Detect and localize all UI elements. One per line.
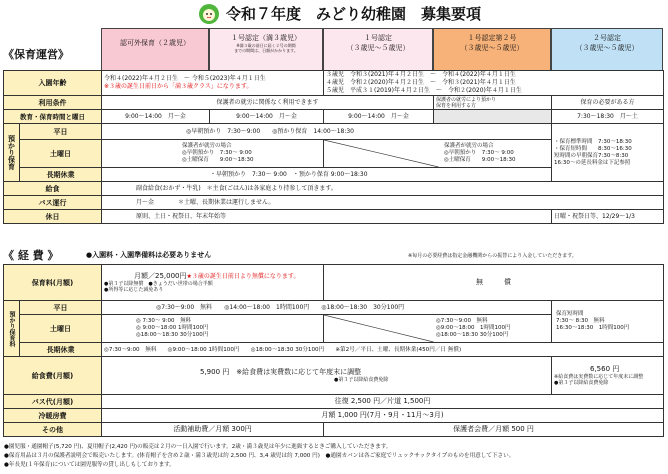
long-holiday-content: ・早朝預かり 7:30〜 9:00 ・預かり保育 9:00〜18:30 xyxy=(102,168,552,182)
footnote-uniform: ●園児服・通園帽子(5,720 円)、夏用帽子(2,420 円)の販売は２月の一日入園で行います。2歳・満３歳児は年少に進級するときご購入していただきます。 xyxy=(4,444,392,450)
hours-3to5: 9:00〜14:00 月〜金 xyxy=(324,110,434,124)
footnote-rental: ●年長児(１年保育)については園児服等の貸し出しもしております。 xyxy=(4,462,175,468)
label-fee-saturday: 土曜日 xyxy=(20,315,102,343)
tab-type1-2nd xyxy=(433,28,551,70)
fee-long-holiday-content: ◎7:30〜9:00 無料 ◎9:00〜18:00 1時間100円 ◎18:00〜18:30 30分100円 ※第2号／平日、土曜、長期休業(450円／日 無償) xyxy=(102,343,664,357)
tab-sub: （３歳児〜５歳児） xyxy=(575,44,639,52)
saturday-left: 保護者が就労の場合 ◎早朝預かり 7:30〜 9:00 ◎土曜保育 9:00〜18:30 xyxy=(102,140,324,168)
age-4: ４歳児 令和２(2020)年４月２日生 〜 令和３(2021)年４月１日生 xyxy=(326,79,516,86)
saturday-right xyxy=(324,140,552,168)
tab-label: １号認定第２号 xyxy=(467,34,517,42)
label-fee-weekday: 平日 xyxy=(20,301,102,315)
tab-type1-3to5 xyxy=(323,28,433,70)
tab-sub: ※満３歳の前日に届く２号の期間 までの期間は、日額がかかります。 xyxy=(234,43,298,53)
label-other-fee: その他 xyxy=(4,423,102,437)
holidays-content: 原則、土日・祝祭日、年末年始等 xyxy=(102,210,552,224)
meal-fee-type2-note: ※給食費は実費数に応じて年度末に調整 xyxy=(554,374,644,380)
row-fee-long-holiday xyxy=(4,343,664,357)
fee-reduction-note: ●所得等に応じた減免あり xyxy=(104,287,164,293)
row-other-fee xyxy=(4,423,664,437)
label-azukari: 預かり保育 xyxy=(4,124,20,182)
page-title: 令和７年度 みどり幼稚園 募集要項 xyxy=(226,5,482,23)
fee-free: 無 償 xyxy=(324,265,664,301)
bus-fee-content: 往復 2,500 円／片道 1,500円 xyxy=(102,395,664,409)
meal-fee-type2-third: ●第３子以降給食費免除 xyxy=(554,380,609,386)
other-fee-parents: 保護者会費／月額 500 円 xyxy=(324,423,664,437)
fee-weekday-content: ◎7:30〜9:00 無料 ◎14:00〜18:00 1時間100円 ◎18:00〜18:30 30分100円 xyxy=(102,301,552,315)
tab-label: １号認定（満３歳児） xyxy=(231,34,301,42)
tab-label: 認可外保育（２歳児） xyxy=(120,39,190,47)
expenses-table xyxy=(3,264,664,437)
tab-label: １号認定 xyxy=(364,34,392,42)
meal-content: 副食給食(おかず・牛乳) ＊主食(ごはん)は各家庭より持参して頂きます。 xyxy=(102,182,664,196)
label-hours: 教育・保育時間と曜日 xyxy=(4,110,102,124)
admission-age-3to5 xyxy=(324,71,664,96)
fee-unlicensed xyxy=(102,265,324,301)
operation-table xyxy=(3,70,664,224)
row-weekday xyxy=(4,124,664,140)
weekday-content: ◎早朝預かり 7:30〜9:00 ◎預かり保育 14:00〜18:30 xyxy=(102,124,552,140)
tab-sub: （３歳児〜５歳児） xyxy=(346,44,410,52)
fee-saturday-right xyxy=(324,315,552,343)
label-azukari-fee: 預かり保育料 xyxy=(4,301,20,357)
label-saturday: 土曜日 xyxy=(20,140,102,168)
tab-type2 xyxy=(551,28,663,70)
section-heading-operation: 《保育運営》 xyxy=(3,48,69,61)
hours-young3: 9:00〜14:00 月〜金 xyxy=(210,110,324,124)
row-meal-fee xyxy=(4,357,664,395)
label-meal-fee: 給食費(月額) xyxy=(4,357,102,395)
meal-fee-third-child: ●第３子以降給食費免除 xyxy=(334,377,389,383)
admission-age-range: 令和４(2022)年４月２日生 〜 令和５(2023)年４月１日生 xyxy=(104,75,266,82)
meal-fee-type2-amount: 6,560 円 xyxy=(590,365,620,373)
fee-saturday-left: ◎ 7:30〜 9:00 無料 ◎ 9:00〜18:00 1時間100円 ◎18:00〜18:30 30分100円 xyxy=(102,315,324,343)
tab-unlicensed-2yr xyxy=(101,28,209,70)
row-admission-age xyxy=(4,71,664,96)
label-conditions: 利用条件 xyxy=(4,96,102,110)
label-weekday: 平日 xyxy=(20,124,102,140)
no-admission-fee-note: ●入園料・入園準備料は必要ありません xyxy=(86,251,212,259)
admission-age-young xyxy=(102,71,324,96)
other-fee-activity: 活動補助費／月額 300円 xyxy=(102,423,324,437)
label-long-holiday: 長期休業 xyxy=(20,168,102,182)
row-conditions xyxy=(4,96,664,110)
hours-type2: 7:30〜18:30 月〜土 xyxy=(552,110,664,124)
tab-sub: （３歳児〜５歳児） xyxy=(460,44,524,52)
hours-unlicensed: 9:00〜14:00 月〜金 xyxy=(102,110,210,124)
row-bus-fee xyxy=(4,395,664,409)
tab-type1-young3 xyxy=(209,28,323,70)
mascot-logo xyxy=(198,3,220,25)
label-fee: 保育料(月額) xyxy=(4,265,102,301)
row-hours xyxy=(4,110,664,124)
payment-note: ※毎月の必要経費は指定金融機関からの振替により入金していただきます。 xyxy=(408,253,577,259)
fee-amount: 月額／25,000円 xyxy=(134,272,187,280)
row-fee-weekday xyxy=(4,301,664,315)
holidays-type2: 日曜・祝祭日等、12/29〜1/3 xyxy=(552,210,664,224)
label-admission-age: 入園年齢 xyxy=(4,71,102,96)
section-heading-expenses: 《 経 費 》 xyxy=(3,249,59,262)
fee-free-note: ★３歳の誕生日前日より無償になります。 xyxy=(186,273,300,280)
fee-saturday-right-text: ◎7:30〜9:00 無料 ◎9:00〜18:00 1時間100円 ◎18:00〜18:30 30分100円 xyxy=(436,318,511,338)
label-aircon-fee: 冷暖房費 xyxy=(4,409,102,423)
meal-fee-type2 xyxy=(552,357,664,395)
row-holidays xyxy=(4,210,664,224)
standard-hours-note: ・保育標準時間 7:30〜18:30 ・保育短時間 8:30〜16:30 短時間の早朝保育7:30〜8:30 16:30〜の延長料金は下記参照 xyxy=(552,124,664,182)
label-bus: バス運行 xyxy=(4,196,102,210)
footnote-supplies: ●保育用品は３月の保護者説明会で販売いたします。(体育帽子を含め２歳・満３歳児は約 2,500 円、3,4 歳児は約 7,000 円) ●通園カバンは各ご家庭でリュックサックタイプのものを用意して下さい。 xyxy=(4,453,515,459)
fee-sibling-note: ●第３子以降無償 ●きょうだい世帯の場合半額 xyxy=(104,281,213,287)
label-bus-fee: バス代(月額) xyxy=(4,395,102,409)
conditions-working: 保護者の就労により預かり 保育を利用する方 xyxy=(434,96,552,110)
saturday-right-text: 保護者が就労の場合 ◎早朝預かり 7:30〜 9:00 ◎土曜保育 9:00〜18:30 xyxy=(444,143,516,163)
label-fee-long-holiday: 長期休業 xyxy=(20,343,102,357)
row-bus xyxy=(4,196,664,210)
bus-content: 月〜金 ＊土曜、長期休業は運行しません。 xyxy=(102,196,664,210)
label-holidays: 休日 xyxy=(4,210,102,224)
row-meal xyxy=(4,182,664,196)
meal-fee-left xyxy=(102,357,552,395)
fee-short-hours: 保育短時間 7:30〜 8:30 無料 16:30〜18:30 1時間100円 xyxy=(552,301,664,343)
conditions-general: 保護者の就労に関係なく利用できます xyxy=(102,96,434,110)
admission-age-note: ※３歳の誕生日前日から「満３歳クラス」になります。 xyxy=(104,83,253,90)
tab-label: ２号認定 xyxy=(593,34,621,42)
meal-fee-amount: 5,900 円 ※給食費は実費数に応じて年度末に調整 xyxy=(200,368,362,376)
age-5: ５歳児 平成３１(2019)年４月２日生 〜 令和２(2020)年４月１日生 xyxy=(326,87,522,94)
age-3: ３歳児 令和３(2021)年４月２日生 〜 令和４(2022)年４月１日生 xyxy=(326,71,516,78)
label-meal: 給食 xyxy=(4,182,102,196)
conditions-need: 保育の必要がある方 xyxy=(552,96,664,110)
row-aircon-fee xyxy=(4,409,664,423)
row-fee xyxy=(4,265,664,301)
aircon-fee-content: 月額 1,000 円(7月・9月・11月〜3月) xyxy=(102,409,664,423)
